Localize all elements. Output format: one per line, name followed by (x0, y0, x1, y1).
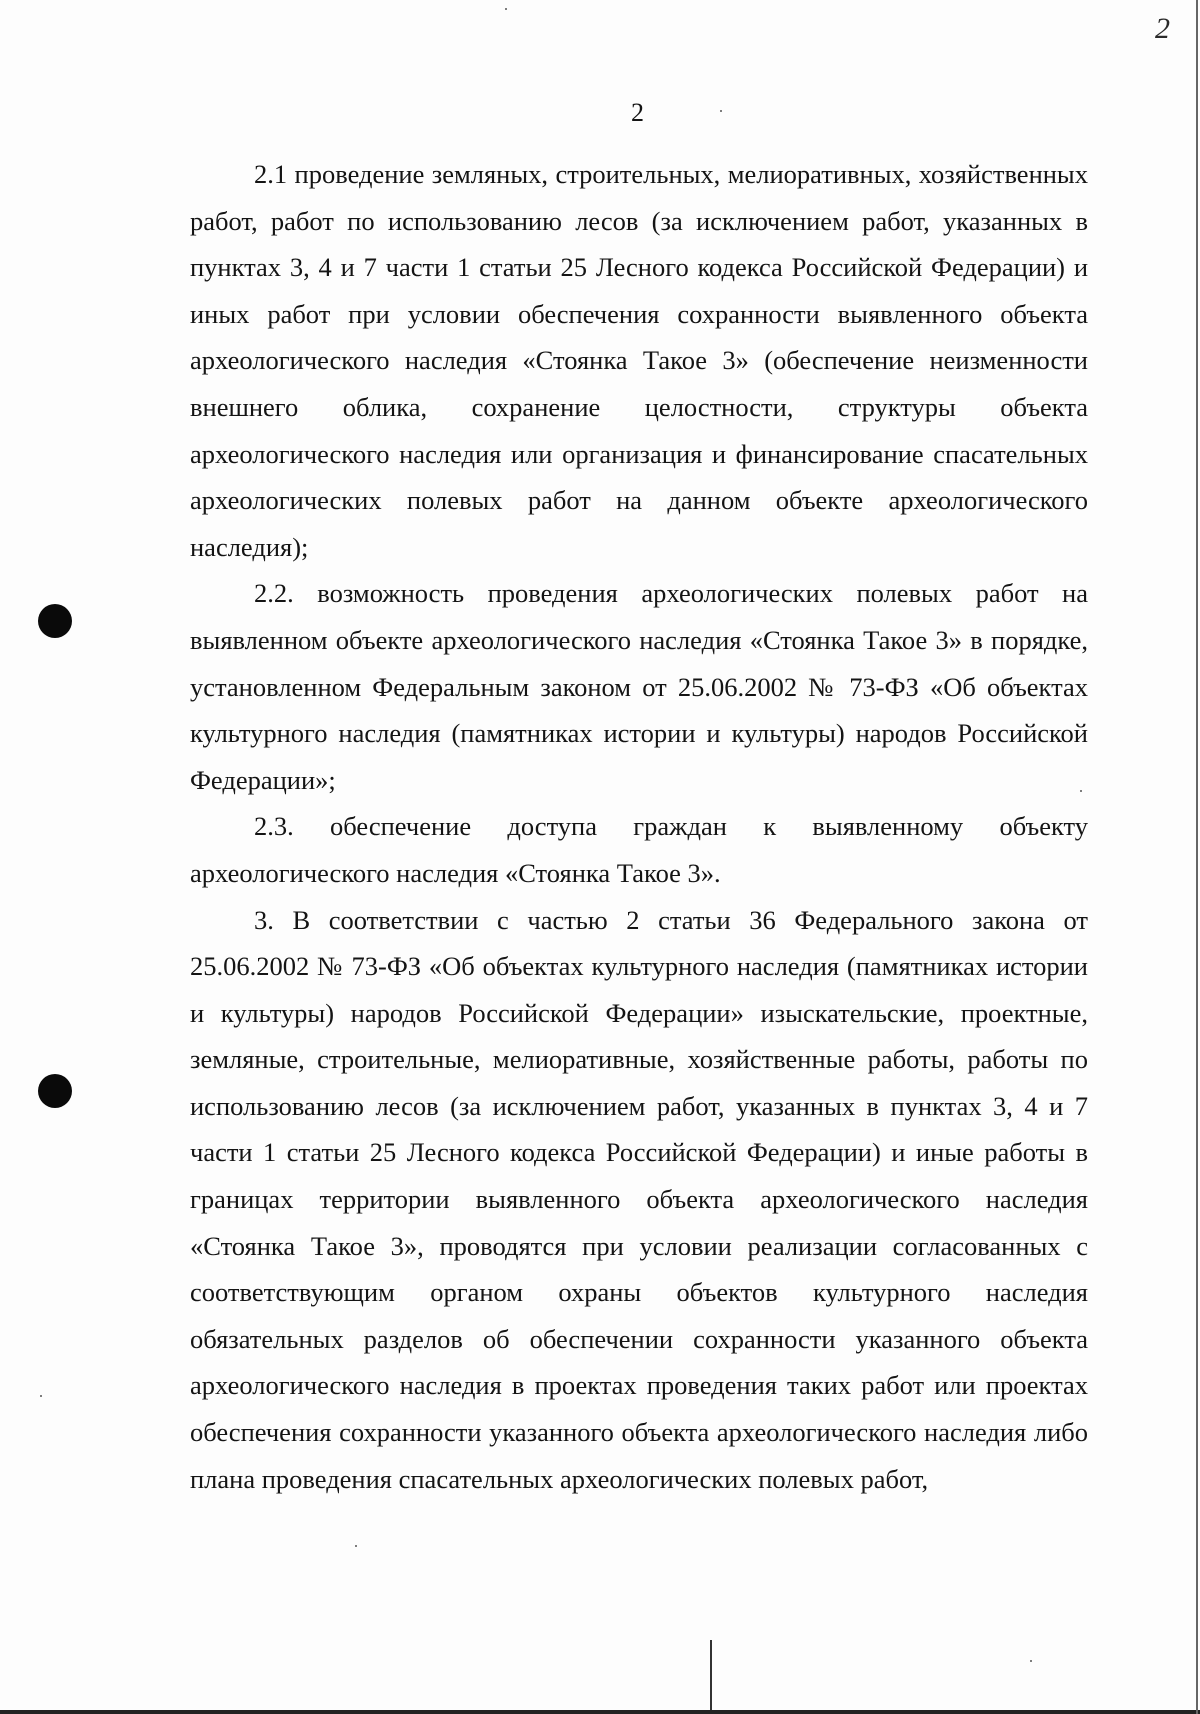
handwritten-page-mark: 2 (1155, 12, 1170, 45)
document-body (190, 151, 1088, 1502)
paragraph-2-2: 2.2. возможность проведения археологических полевых работ на выявленном объекте археологического наследия «Стоянка Такое 3» в порядке, установленном Федеральным законом от 25.06.2002 № 73-ФЗ «Об объектах культурного наследия (памятниках истории и культуры) народов Российской Федерации»; (190, 578, 1088, 795)
page-number: 2 (631, 98, 644, 127)
scan-bottom-edge (0, 1710, 1200, 1714)
paragraph-2-3: 2.3. обеспечение доступа граждан к выявленному объекту археологического наследия «Стоянка Такое 3». (190, 811, 1088, 888)
scan-right-edge (1196, 0, 1198, 1714)
punch-hole-bottom (38, 1074, 72, 1108)
scan-speck (1080, 790, 1082, 792)
scan-speck (720, 110, 722, 112)
scan-fold-mark (710, 1640, 712, 1710)
scan-speck (1030, 1660, 1032, 1662)
punch-hole-top (38, 604, 72, 638)
scan-speck (40, 1395, 42, 1397)
paragraph-2-1: 2.1 проведение земляных, строительных, мелиоративных, хозяйственных работ, работ по использованию лесов (за исключением работ, указанных в пунктах 3, 4 и 7 части 1 статьи 25 Лесного кодекса Российской Федерации) и иных работ при условии обеспечения сохранности выявленного объекта археологического наследия «Стоянка Такое 3» (обеспечение неизменности внешнего облика, сохранение целостности, структуры объекта археологического наследия или организация и финансирование спасательных археологических полевых работ на данном объекте археологического наследия); (190, 159, 1088, 562)
paragraph-3: 3. В соответствии с частью 2 статьи 36 Федерального закона от 25.06.2002 № 73-ФЗ «Об объектах культурного наследия (памятниках истории и культуры) народов Российской Федерации» изыскательские, проектные, земляные, строительные, мелиоративные, хозяйственные работы, работы по использованию лесов (за исключением работ, указанных в пунктах 3, 4 и 7 части 1 статьи 25 Лесного кодекса Российской Федерации) и иные работы в границах территории выявленного объекта археологического наследия «Стоянка Такое 3», проводятся при условии реализации согласованных с соответствующим органом охраны объектов культурного наследия обязательных разделов об обеспечении сохранности указанного объекта археологического наследия в проектах проведения таких работ или проектах обеспечения сохранности указанного объекта археологического наследия либо плана проведения спасательных археологических полевых работ, (190, 904, 1088, 1494)
scan-speck (505, 8, 507, 10)
scan-speck (355, 1545, 357, 1547)
